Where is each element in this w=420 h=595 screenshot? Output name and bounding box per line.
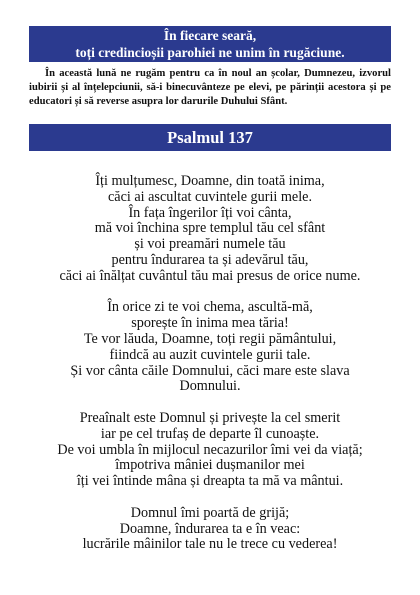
psalm-verse-line: împotriva mâniei dușmanilor mei: [115, 457, 305, 474]
psalm-verse-line: Te vor lăuda, Doamne, toți regii pământului,: [83, 330, 337, 347]
psalm-stanza: [20, 411, 400, 490]
psalm-verse-line: lucrările mâinilor tale nu le trece cu vederea!: [82, 536, 338, 553]
psalm-verse-line: iar pe cel trufaș de departe îl cunoaște.: [100, 425, 320, 442]
psalm-title-banner: [29, 124, 391, 151]
psalm-verse-line: mă voi închina spre templul tău cel sfânt: [94, 220, 326, 237]
psalm-stanza: [20, 506, 400, 553]
psalm-title: Psalmul 137: [167, 128, 253, 147]
psalm-verse-line: Domnului.: [179, 378, 241, 395]
prayer-header-line-2: toți credincioșii parohiei ne unim în rugăciune.: [75, 44, 345, 60]
psalm-verse-line: și voi preamări numele tău: [134, 236, 286, 253]
psalm-verse-line: În fața îngerilor îți voi cânta,: [128, 204, 292, 221]
psalm-verse-line: Domnul îmi poartă de grijă;: [130, 504, 290, 521]
psalm-verse-line: sporește în inima mea tăria!: [131, 315, 289, 332]
psalm-stanza: [20, 300, 400, 395]
psalm-text: [20, 174, 400, 569]
psalm-verse-line: fiindcă au auzit cuvintele gurii tale.: [109, 346, 311, 363]
psalm-verse-line: căci ai ascultat cuvintele gurii mele.: [107, 188, 313, 205]
psalm-verse-line: În orice zi te voi chema, ascultă-mă,: [107, 299, 313, 316]
psalm-verse-line: pentru îndurarea ta și adevărul tău,: [111, 251, 309, 268]
psalm-verse-line: Doamne, îndurarea ta e în veac:: [119, 520, 301, 537]
prayer-header-banner: [29, 26, 391, 62]
prayer-header-line-1: În fiecare seară,: [163, 28, 257, 43]
psalm-verse-line: Preaînalt este Domnul și privește la cel smerit: [79, 409, 341, 426]
psalm-stanza: [20, 174, 400, 285]
prayer-intention-text: În această lună ne rugăm pentru ca în noul an școlar, Dumnezeu, izvorul iubirii și al înțelepciunii, să-i binecuvânteze pe elevi, pe părinții acestora și pe educatori și să reverse asupra lor darurile Duhului Sfânt.: [29, 68, 391, 107]
psalm-verse-line: Îți mulțumesc, Doamne, din toată inima,: [95, 173, 325, 189]
psalm-verse-line: îți vei întinde mâna și dreapta ta mă va mântui.: [76, 473, 344, 490]
psalm-verse-line: căci ai înălțat cuvântul tău mai presus de orice nume.: [59, 267, 361, 284]
psalm-verse-line: Și vor cânta căile Domnului, căci mare este slava: [70, 362, 350, 379]
psalm-verse-line: De voi umbla în mijlocul necazurilor îmi vei da viață;: [57, 441, 363, 458]
